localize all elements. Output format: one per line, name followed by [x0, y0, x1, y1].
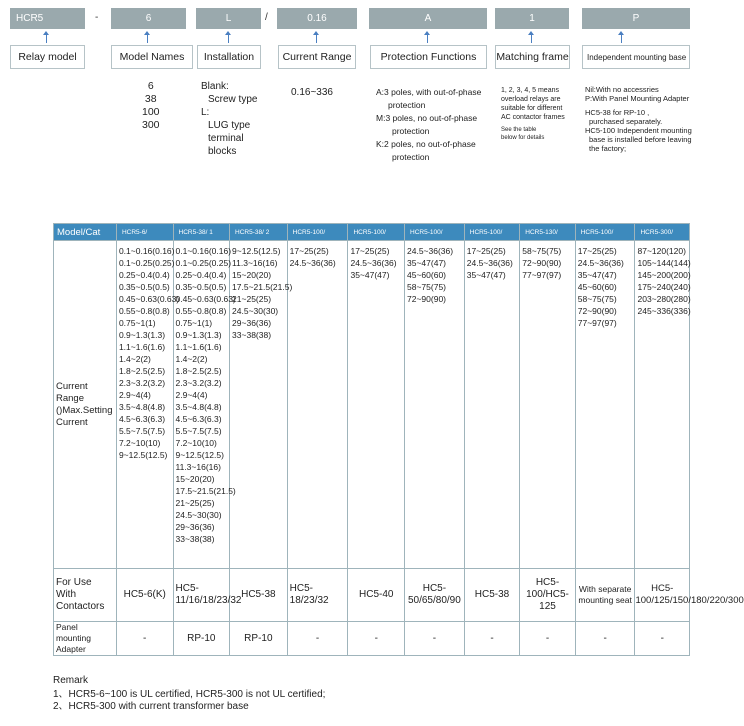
remark-line: 1、HCR5-6~100 is UL certified, HCR5-300 is not UL certified; — [53, 689, 326, 700]
current-range-value: 45~60(60) — [407, 270, 447, 280]
label-independent-base: Independent mounting base — [582, 45, 690, 69]
current-range-value: 29~36(36) — [232, 318, 272, 328]
contactor-cell: HC5-100/125/150/180/220/300 — [635, 569, 690, 622]
current-range-value: 15~20(20) — [175, 474, 215, 484]
current-range-value: 0.25~0.4(0.4) — [118, 270, 170, 280]
current-range-value: 105~144(144) — [637, 258, 691, 268]
panel-adapter-row — [54, 622, 690, 656]
header-cell: HCR5-100/ — [287, 224, 348, 241]
current-range-value: 2.9~4(4) — [175, 390, 208, 400]
current-range-value: 0.9~1.3(1.3) — [175, 330, 222, 340]
arrow-up-icon — [527, 31, 537, 43]
panel-cell: - — [287, 622, 348, 656]
arrow-up-icon — [143, 31, 153, 43]
current-range-value: 77~97(97) — [577, 318, 617, 328]
current-range-value: 24.5~30(30) — [175, 510, 222, 520]
current-range-value: 0.1~0.25(0.25) — [175, 258, 232, 268]
current-range-value: 175~240(240) — [637, 282, 691, 292]
current-range-value: 2.3~3.2(3.2) — [118, 378, 166, 388]
current-range-cell — [635, 241, 690, 569]
row-label-panel-adapter: Panel mounting Adapter — [54, 622, 117, 656]
current-range-value: 3.5~4.8(4.8) — [118, 402, 166, 412]
current-range-value: 0.1~0.25(0.25) — [118, 258, 175, 268]
current-range-value: 17~25(25) — [466, 246, 506, 256]
current-range-value: 45~60(60) — [577, 282, 617, 292]
spec-table — [53, 223, 744, 656]
header-cell: HCR5-100/ — [575, 224, 635, 241]
current-range-value: 58~75(75) — [577, 294, 617, 304]
panel-cell: - — [405, 622, 465, 656]
current-range-value: 0.55~0.8(0.8) — [118, 306, 170, 316]
current-range-value: 0.35~0.5(0.5) — [175, 282, 227, 292]
contactor-cell: HC5-18/23/32 — [287, 569, 348, 622]
label-matching-frame: Matching frame — [495, 45, 570, 69]
current-range-value: 0.75~1(1) — [175, 318, 213, 328]
table-header-row — [54, 224, 690, 241]
header-cell: HCR5-6/ — [116, 224, 173, 241]
panel-cell: - — [575, 622, 635, 656]
arrow-up-icon — [312, 31, 322, 43]
current-range-value: 35~47(47) — [577, 270, 617, 280]
contactors-row — [54, 569, 690, 622]
code-base: P — [582, 8, 690, 29]
current-range-value: 9~12.5(12.5) — [232, 246, 281, 256]
contactor-cell: HC5-38 — [230, 569, 288, 622]
contactor-cell: HC5-6(K) — [116, 569, 173, 622]
row-label-current-range: Current Range ()Max.Setting Current — [54, 241, 117, 569]
current-range-value: 7.2~10(10) — [175, 438, 217, 448]
code-matching-frame: 1 — [495, 8, 569, 29]
label-model-names: Model Names — [111, 45, 193, 69]
code-current-range: 0.16 — [277, 8, 357, 29]
current-range-value: 35~47(47) — [466, 270, 506, 280]
current-range-cell — [230, 241, 293, 569]
current-range-row — [54, 241, 690, 569]
current-range-value: 245~336(336) — [637, 306, 691, 316]
current-range-value: 1.4~2(2) — [175, 354, 208, 364]
current-range-cell — [173, 241, 236, 569]
current-range-value: 3.5~4.8(4.8) — [175, 402, 222, 412]
arrow-up-icon — [42, 31, 52, 43]
current-range-value: 72~90(90) — [522, 258, 562, 268]
base-desc: Nil:With no accessries P:With Panel Mounting Adapter HC5-38 for RP-10 , purchased separately. HC5-100 Independent mounting base is installed before leaving the factory; — [585, 85, 692, 153]
current-range-value: 0.1~0.16(0.16) — [118, 246, 175, 256]
contactor-cell: HC5-11/16/18/23/32 — [173, 569, 230, 622]
current-range-value: 17~25(25) — [289, 246, 329, 256]
code-model-name: 6 — [111, 8, 186, 29]
current-range-value: 2.9~4(4) — [118, 390, 151, 400]
current-range-value: 21~25(25) — [232, 294, 272, 304]
current-range-value: 77~97(97) — [522, 270, 562, 280]
contactor-cell: With separate mounting seat — [575, 569, 635, 622]
panel-cell: - — [464, 622, 519, 656]
current-range-value: 0.1~0.16(0.16) — [175, 246, 232, 256]
current-range-value: 58~75(75) — [407, 282, 447, 292]
panel-cell: - — [520, 622, 575, 656]
panel-cell: - — [348, 622, 405, 656]
separator-dash: - — [95, 12, 99, 23]
current-range-value: 4.5~6.3(6.3) — [175, 414, 222, 424]
current-range-value: 29~36(36) — [175, 522, 215, 532]
current-range-value: 1.8~2.5(2.5) — [118, 366, 166, 376]
current-range-value: 1.1~1.6(1.6) — [175, 342, 222, 352]
current-range-value: 24.5~36(36) — [466, 258, 513, 268]
current-range-cell — [405, 241, 465, 569]
current-range-value: 35~47(47) — [350, 270, 390, 280]
current-range-value: 24.5~36(36) — [407, 246, 454, 256]
panel-cell: RP-10 — [230, 622, 288, 656]
current-range-cell — [348, 241, 405, 569]
label-installation: Installation — [197, 45, 261, 69]
header-cell: HCR5-100/ — [348, 224, 405, 241]
arrow-up-icon — [224, 31, 234, 43]
contactor-cell: HC5-40 — [348, 569, 405, 622]
header-cell: HCR5-130/ — [520, 224, 575, 241]
current-range-value: 24.5~36(36) — [289, 258, 336, 268]
code-installation: L — [196, 8, 261, 29]
header-cell: HCR5-38/ 1 — [173, 224, 230, 241]
current-range-value: 11.3~16(16) — [232, 258, 278, 268]
current-range-value: 1.1~1.6(1.6) — [118, 342, 166, 352]
current-range-cell — [116, 241, 180, 569]
current-range-value: 1.8~2.5(2.5) — [175, 366, 222, 376]
current-range-value: 145~200(200) — [637, 270, 691, 280]
arrow-up-icon — [617, 31, 627, 43]
current-range-value: 2.3~3.2(3.2) — [175, 378, 222, 388]
header-cell: HCR5-100/ — [464, 224, 519, 241]
arrow-up-icon — [423, 31, 433, 43]
current-range-value: 24.5~36(36) — [350, 258, 397, 268]
header-cell: HCR5-300/ — [635, 224, 690, 241]
current-range-value: 35~47(47) — [407, 258, 447, 268]
remark-line: 2、HCR5-300 with current transformer base — [53, 701, 249, 712]
current-range-value: 72~90(90) — [577, 306, 617, 316]
matching-frame-desc: 1, 2, 3, 4, 5 means overload relays are suitable for different AC contactor frames See the table below for details — [501, 87, 565, 141]
current-range-value: 17~25(25) — [577, 246, 617, 256]
current-range-value: 1.4~2(2) — [118, 354, 151, 364]
current-range-value: 11.3~16(16) — [175, 462, 221, 472]
model-names-list: 6 38 100 300 — [142, 80, 160, 131]
header-model-cat: Model/Cat — [54, 224, 117, 241]
current-range-value: 9~12.5(12.5) — [118, 450, 168, 460]
current-range-cell — [464, 241, 519, 569]
current-range-value: 4.5~6.3(6.3) — [118, 414, 166, 424]
current-range-cell — [575, 241, 635, 569]
current-range-value: 21~25(25) — [175, 498, 215, 508]
current-range-value: 0.9~1.3(1.3) — [118, 330, 166, 340]
contactor-cell: HC5-38 — [464, 569, 519, 622]
header-cell: HCR5-100/ — [405, 224, 465, 241]
protection-desc: A:3 poles, with out-of-phase protection M:3 poles, no out-of-phase protection K:2 poles, no out-of-phase protection — [376, 87, 482, 162]
panel-cell: - — [116, 622, 173, 656]
remark-title: Remark — [53, 675, 89, 686]
current-range-cell — [287, 241, 348, 569]
current-range-value: 87~120(120) — [637, 246, 686, 256]
current-range-value: 17~25(25) — [350, 246, 390, 256]
label-protection-functions: Protection Functions — [370, 45, 487, 69]
current-range-value: 9~12.5(12.5) — [175, 450, 224, 460]
current-range-value: 203~280(280) — [637, 294, 691, 304]
label-current-range: Current Range — [278, 45, 356, 69]
current-range-value: 33~38(38) — [175, 534, 215, 544]
current-range-value: 15~20(20) — [232, 270, 272, 280]
current-range-value: 72~90(90) — [407, 294, 447, 304]
current-range-value: 0.35~0.5(0.5) — [118, 282, 170, 292]
code-protection: A — [369, 8, 487, 29]
installation-desc: Blank: Screw type L: LUG type terminal blocks — [201, 81, 258, 157]
current-range-value: 5.5~7.5(7.5) — [118, 426, 166, 436]
separator-slash: / — [265, 12, 268, 23]
current-range-value: 7.2~10(10) — [118, 438, 161, 448]
current-range-value: 0.45~0.63(0.63) — [175, 294, 236, 304]
panel-cell: RP-10 — [173, 622, 230, 656]
row-label-contactors: For Use With Contactors — [54, 569, 117, 622]
current-range-cell — [520, 241, 575, 569]
label-relay-model: Relay model — [10, 45, 85, 69]
header-cell: HCR5-38/ 2 — [230, 224, 288, 241]
current-range-value: 17.5~21.5(21.5) — [232, 282, 293, 292]
current-range-value: 24.5~30(30) — [232, 306, 279, 316]
current-range-value: 24.5~36(36) — [577, 258, 624, 268]
current-range-value: 33~38(38) — [232, 330, 272, 340]
code-relay-model: HCR5 — [10, 8, 85, 29]
current-range-value: 0.16~336 — [291, 87, 333, 98]
current-range-value: 0.45~0.63(0.63) — [118, 294, 180, 304]
current-range-value: 0.55~0.8(0.8) — [175, 306, 227, 316]
current-range-value: 0.75~1(1) — [118, 318, 156, 328]
current-range-value: 58~75(75) — [522, 246, 562, 256]
contactor-cell: HC5-50/65/80/90 — [405, 569, 465, 622]
panel-cell: - — [635, 622, 690, 656]
current-range-value: 5.5~7.5(7.5) — [175, 426, 222, 436]
contactor-cell: HC5-100/HC5-125 — [520, 569, 575, 622]
current-range-value: 17.5~21.5(21.5) — [175, 486, 236, 496]
current-range-value: 0.25~0.4(0.4) — [175, 270, 227, 280]
